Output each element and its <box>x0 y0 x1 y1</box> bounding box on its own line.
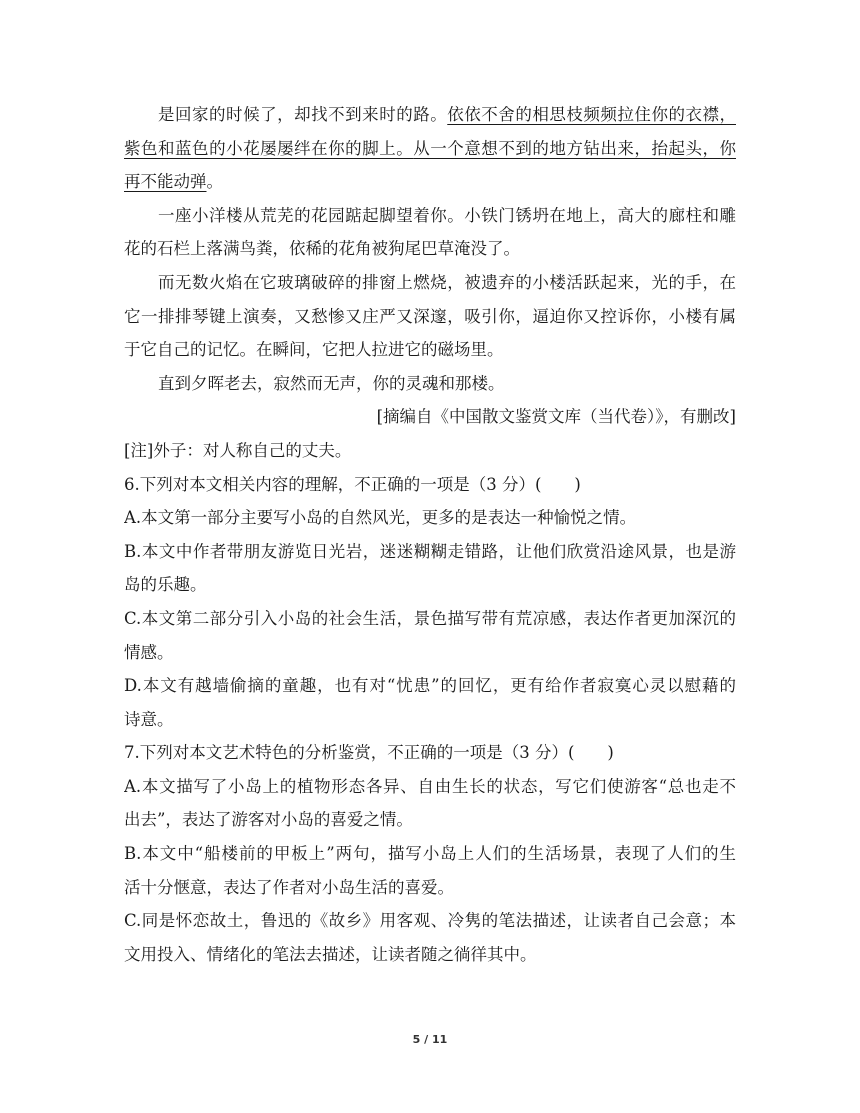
source-citation: [摘编自《中国散文鉴赏文库（当代卷）》，有删改] <box>376 407 736 427</box>
question-7-option-b-line-1: B.本文中“船楼前的甲板上”两句，描写小岛上人们的生活场景，表现了人们的生 <box>124 844 736 864</box>
page-number: 5 / 11 <box>412 1033 448 1046</box>
question-7-option-c-line-2: 文用投入、情绪化的笔法去描述，让读者随之徜徉其中。 <box>124 944 537 964</box>
question-6-option-d-line-2: 诗意。 <box>124 709 174 729</box>
paragraph-3-line-3: 于它自己的记忆。在瞬间，它把人拉进它的磁场里。 <box>124 340 504 360</box>
underlined-text: 紫色和蓝色的小花屡屡绊在你的脚上。 <box>124 138 414 158</box>
underlined-text: 再不能动弹 <box>124 172 207 192</box>
question-7-stem: 7.下列对本文艺术特色的分析鉴赏，不正确的一项是（3 分）( ) <box>124 743 614 763</box>
text-span: 是回家的时候了，却找不到来时的路。 <box>158 105 448 124</box>
paragraph-2-line-1: 一座小洋楼从荒芜的花园踮起脚望着你。小铁门锈坍在地上，高大的廊柱和雕 <box>158 205 736 225</box>
question-6-option-c-line-2: 情感。 <box>124 642 174 662</box>
question-6-option-c-line-1: C.本文第二部分引入小岛的社会生活，景色描写带有荒凉感，表达作者更加深沉的 <box>124 608 736 628</box>
paragraph-3-line-1: 而无数火焰在它玻璃破碎的排窗上燃烧，被遗弃的小楼活跃起来，光的手，在 <box>158 272 736 292</box>
question-6-option-d-line-1: D.本文有越墙偷摘的童趣，也有对“忧患”的回忆，更有给作者寂寞心灵以慰藉的 <box>124 676 736 696</box>
footnote: [注]外子：对人称自己的丈夫。 <box>124 440 352 460</box>
underlined-text: 依依不舍的相思枝频频拉住你的衣襟， <box>447 105 736 124</box>
document-page <box>124 98 736 971</box>
question-7-option-a-line-2: 出去”，表达了游客对小岛的喜爱之情。 <box>124 810 413 830</box>
paragraph-2-line-2: 花的石栏上落满鸟粪，依稀的花角被狗尾巴草淹没了。 <box>124 239 520 259</box>
question-7-option-c-line-1: C.同是怀恋故土，鲁迅的《故乡》用客观、冷隽的笔法描述，让读者自己会意；本 <box>124 911 736 931</box>
paragraph-1-line-2 <box>124 132 736 166</box>
question-6-stem: 6.下列对本文相关内容的理解，不正确的一项是（3 分）( ) <box>124 474 581 494</box>
question-7-option-b-line-2: 活十分惬意，表达了作者对小岛生活的喜爱。 <box>124 877 454 897</box>
question-6-option-b-line-2: 岛的乐趣。 <box>124 575 207 595</box>
underlined-text: 从一个意想不到的地方钻出来，抬起头，你 <box>413 138 736 158</box>
paragraph-1-line-1 <box>124 98 736 132</box>
question-6-option-a: A.本文第一部分主要写小岛的自然风光，更多的是表达一种愉悦之情。 <box>124 508 637 528</box>
paragraph-1-line-3 <box>124 165 736 199</box>
paragraph-4: 直到夕晖老去，寂然而无声，你的灵魂和那楼。 <box>158 373 505 393</box>
question-7-option-a-line-1: A.本文描写了小岛上的植物形态各异、自由生长的状态，写它们使游客“总也走不 <box>124 776 736 796</box>
question-6-option-b-line-1: B.本文中作者带朋友游览日光岩，迷迷糊糊走错路，让他们欣赏沿途风景，也是游 <box>124 541 736 561</box>
paragraph-3-line-2: 它一排排琴键上演奏，又愁惨又庄严又深邃，吸引你，逼迫你又控诉你，小楼有属 <box>124 306 736 326</box>
text-span: 。 <box>206 172 223 192</box>
